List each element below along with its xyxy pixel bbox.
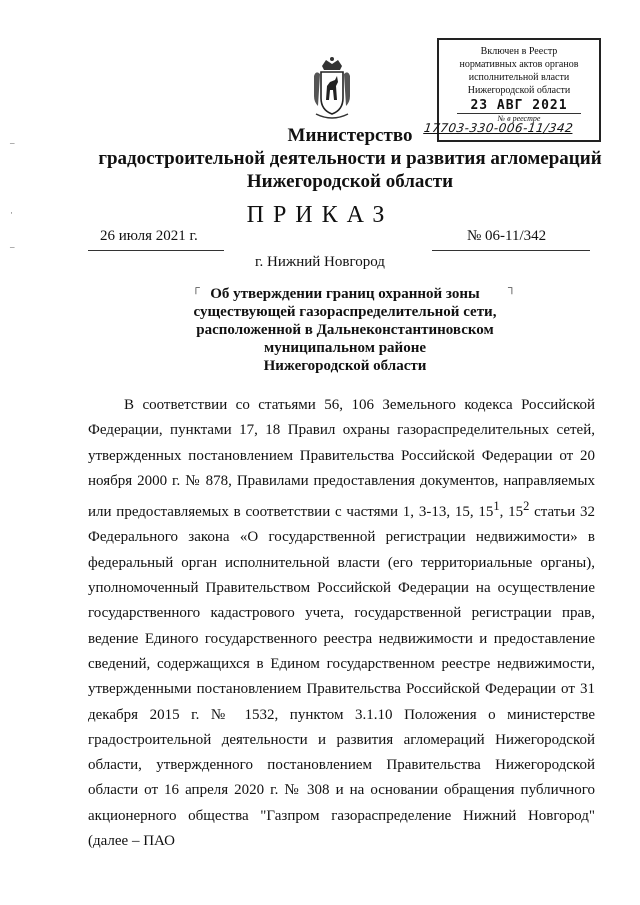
body-paragraph <box>88 393 595 854</box>
number-underline <box>432 250 590 251</box>
title-line: муниципальном районе <box>263 340 427 356</box>
superscript: 2 <box>523 499 530 514</box>
stamp-line: исполнительной власти <box>468 72 570 83</box>
margin-mark: – <box>10 138 15 148</box>
stamp-line: нормативных актов органов <box>459 59 579 70</box>
superscript: 1 <box>493 499 500 514</box>
order-title <box>150 285 540 375</box>
ministry-name-line3: Нижегородской области <box>246 171 454 192</box>
city: г. Нижний Новгород <box>255 254 385 270</box>
document-date: 26 июля 2021 г. <box>100 228 198 244</box>
title-line: существующей газораспределительной сети, <box>193 304 497 320</box>
title-corner-right: ┐ <box>508 282 516 294</box>
stamp-line: Нижегородской области <box>467 85 571 96</box>
title-corner-left: ┌ <box>192 282 200 294</box>
stamp-date: 23 АВГ 2021 <box>470 98 568 113</box>
coat-of-arms-icon <box>310 56 354 122</box>
body-text: статьи 32 Федерального закона «О государственной регистрации недвижимости» в федеральный орган исполнительной власти (его территориальные органы), уполномоченный Правительством Российской Федерации на осуществление государственного кадастрового учета, государственной регистрации прав, ведение Единого государственного реестра недвижимости и предоставление сведений, содержащихся в Едином государственном реестре недвижимости, утвержденными постановлением Правительства Российской Федерации от 31 декабря 2015 г. № 1532, пунктом 3.1.10 Положения о министерстве градостроительной деятельности и развития агломераций Нижегородской области, утвержденного постановлением Правительства Нижегородской области от 16 апреля 2020 г. № 308 и на основании обращения публичного акционерного общества "Газпром газораспределение Нижний Новгород" (далее – ПАО <box>88 504 595 850</box>
handwritten-reg-number: 17703-330-006-11/342 <box>423 121 575 135</box>
margin-mark: · <box>10 208 13 218</box>
title-line: Нижегородской области <box>263 358 427 374</box>
margin-mark: – <box>10 242 15 252</box>
title-line: Об утверждении границ охранной зоны <box>210 286 480 302</box>
date-underline <box>88 250 224 251</box>
ministry-name-line2: градостроительной деятельности и развития агломераций <box>98 148 602 169</box>
stamp-reg-label: № в реестре <box>457 113 581 124</box>
document-type: ПРИКАЗ <box>246 202 394 228</box>
title-line: расположенной в Дальнеконстантиновском <box>196 322 494 338</box>
body-text: В соответствии со статьями 56, 106 Земельного кодекса Российской Федерации, пунктами 17, 18 Правил охраны газораспределительных сетей, утвержденных постановлением Правительства Российской Федерации от 20 ноября 2000 г. № 878, Правилами предоставления документов, направляемых или предоставляемых в соответствии с частями 1, 3-13, 15, 15 <box>88 397 595 521</box>
body-text: , 15 <box>499 504 524 521</box>
document-number: № 06-11/342 <box>467 228 547 244</box>
ministry-name-line1: Министерство <box>287 125 413 146</box>
stamp-line: Включен в Реестр <box>480 46 558 57</box>
